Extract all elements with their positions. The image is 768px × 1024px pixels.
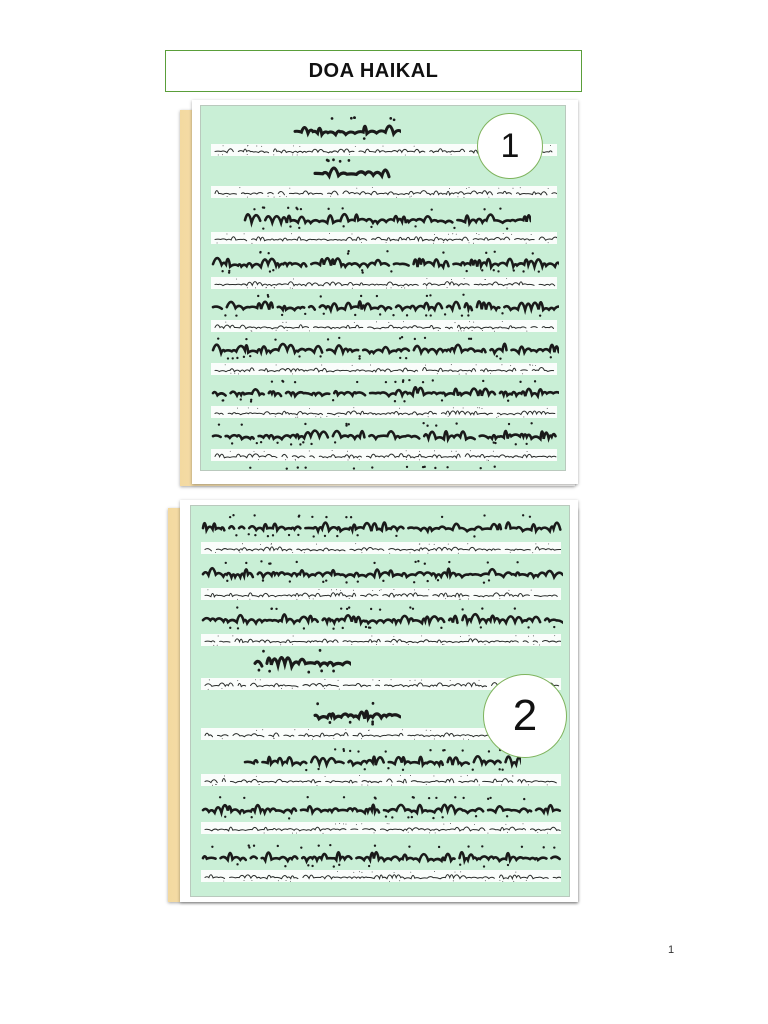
arabic-verse-line — [209, 420, 559, 446]
image-number-1: 1 — [500, 126, 520, 165]
arabic-verse-line — [199, 842, 563, 868]
urdu-translation-line — [201, 634, 561, 646]
urdu-translation-line — [201, 542, 561, 554]
arabic-verse-line — [209, 377, 559, 403]
arabic-verse-line — [241, 204, 531, 230]
document-title: DOA HAIKAL — [308, 59, 439, 82]
arabic-verse-line — [209, 334, 559, 360]
urdu-translation-line — [211, 232, 557, 244]
title-box — [165, 50, 582, 92]
calligraphy-heading — [311, 156, 391, 184]
urdu-translation-line — [201, 870, 561, 882]
urdu-translation-line — [201, 588, 561, 600]
urdu-translation-line — [211, 320, 557, 332]
urdu-translation-line — [211, 449, 557, 461]
arabic-verse-line — [209, 291, 559, 317]
urdu-translation-line — [211, 363, 557, 375]
arabic-verse-line — [241, 746, 521, 772]
urdu-translation-line — [201, 822, 561, 834]
image-number-badge-1 — [477, 113, 543, 179]
urdu-translation-line — [211, 186, 557, 198]
arabic-verse-line — [199, 604, 563, 630]
calligraphy-heading — [311, 698, 401, 726]
arabic-verse-line — [209, 463, 559, 471]
image-number-badge-2 — [483, 674, 567, 758]
arabic-verse-line — [199, 558, 563, 584]
calligraphy-heading — [251, 646, 351, 674]
arabic-verse-line — [209, 248, 559, 274]
urdu-translation-line — [211, 277, 557, 289]
arabic-verse-line — [199, 512, 563, 538]
image-number-2: 2 — [512, 691, 538, 740]
urdu-translation-line — [201, 774, 561, 786]
calligraphy-heading — [291, 114, 401, 142]
urdu-translation-line — [211, 406, 557, 418]
arabic-verse-line — [199, 794, 563, 820]
page-number: 1 — [668, 944, 675, 956]
